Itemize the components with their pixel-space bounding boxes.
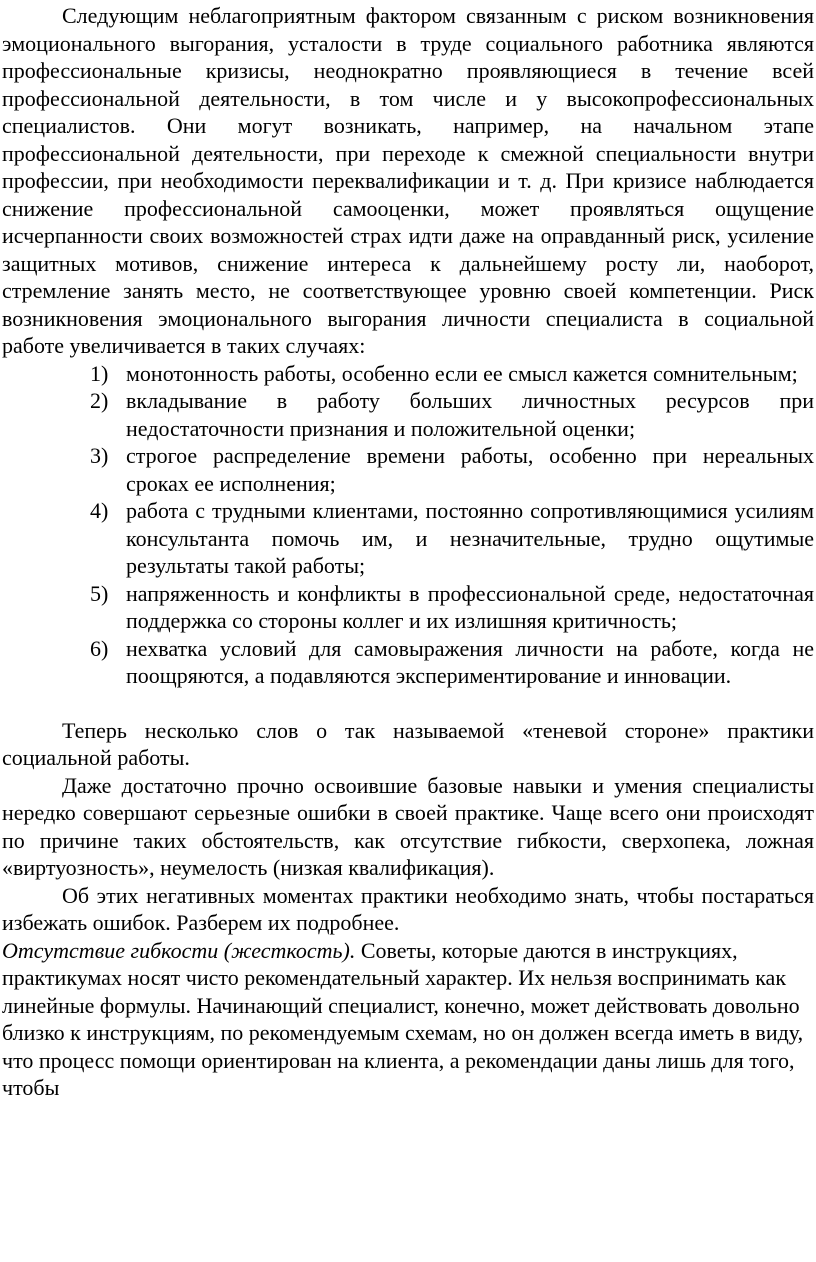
list-item — [0, 497, 816, 580]
paragraph-intro: Следующим неблагоприятным фактором связанным с риском возникновения эмоционального выгорания, усталости в труде социального работника являются профессиональные кризисы, неоднократно проявляющиеся в течение всей профессиональной деятельности, в том числе и у высокопрофессиональных специалистов. Они могут возникать, например, на начальном этапе профессиональной деятельности, при переходе к смежной специальности внутри профессии, при необходимости переквалификации и т. д. При кризисе наблюдается снижение профессиональной самооценки, может проявляться ощущение исчерпанности своих возможностей страх идти даже на оправданный риск, усиление защитных мотивов, снижение интереса к дальнейшему росту ли, наоборот, стремление занять место, не соответствующее уровню своей компетенции. Риск возникновения эмоционального выгорания личности специалиста в социальной работе увеличивается в таких случаях: — [2, 3, 814, 358]
list-item — [0, 360, 816, 388]
list-item-number: 4) — [90, 498, 109, 523]
list-item — [0, 635, 816, 690]
paragraph-flexibility — [0, 937, 816, 1102]
list-item-text: нехватка условий для самовыражения личности на работе, когда не поощряются, а подавляются экспериментирование и инновации. — [126, 635, 814, 688]
list-item-text: монотонность работы, особенно если ее смысл кажется сомнительным; — [126, 360, 798, 386]
list-item — [0, 387, 816, 442]
paragraph-shadow-side: Теперь несколько слов о так называемой «теневой стороне» практики социальной работы. — [2, 717, 814, 770]
list-item-text: строгое распределение времени работы, особенно при нереальных сроках ее исполнения; — [126, 443, 814, 496]
term-flexibility: Отсутствие гибкости (жесткость). — [2, 937, 356, 963]
flexibility-text: Советы, которые даются в инструкциях, практикумах носят чисто рекомендательный характер. Их нельзя воспринимать как линейные формулы. Начинающий специалист, конечно, может действовать довольно близко к инструкциям, по рекомендуемым схемам, но он должен всегда иметь в виду, что процесс помощи ориентирован на клиента, а рекомендации даны лишь для того, чтобы — [2, 937, 804, 1100]
list-item-number: 6) — [90, 635, 109, 661]
list-item-number: 1) — [90, 360, 109, 386]
risk-list — [0, 360, 816, 690]
paragraph-mistakes: Даже достаточно прочно освоившие базовые навыки и умения специалисты нередко совершают серьезные ошибки в своей практике. Чаще всего они происходят по причине таких обстоятельств, как отсутствие гибкости, сверхопека, ложная «виртуозность», неумелость (низкая квалификация). — [2, 772, 814, 880]
list-item-text: вкладывание в работу больших личностных ресурсов при недостаточности признания и положительной оценки; — [126, 388, 814, 441]
paragraph-negative: Об этих негативных моментах практики необходимо знать, чтобы постараться избежать ошибок. Разберем их подробнее. — [2, 882, 814, 935]
spacer — [0, 690, 816, 717]
list-item-number: 2) — [90, 388, 109, 413]
list-item-text: напряженность и конфликты в профессиональной среде, недостаточная поддержка со стороны коллег и их излишняя критичность; — [126, 580, 814, 633]
list-item — [0, 442, 816, 497]
list-item-text: работа с трудными клиентами, постоянно сопротивляющимися усилиям консультанта помочь им, и незначительные, трудно ощутимые результаты такой работы; — [126, 498, 814, 578]
list-item-number: 3) — [90, 443, 109, 468]
list-item — [0, 580, 816, 635]
list-item-number: 5) — [90, 580, 109, 606]
